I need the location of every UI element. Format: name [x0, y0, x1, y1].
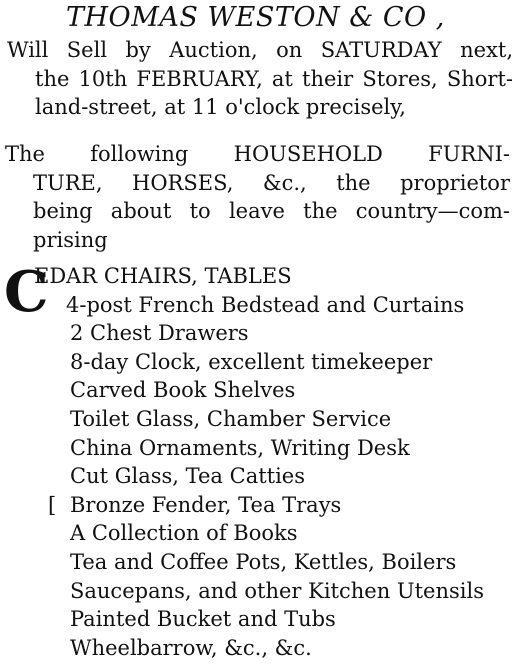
list-item: 2 Chest Drawers [70, 321, 249, 346]
description-line: prising [33, 227, 108, 252]
list-item-text: Bronze Fender, Tea Trays [70, 492, 342, 517]
list-item: 4-post French Bedstead and Curtains [66, 292, 465, 317]
intro-line: land-street, at 11 o'clock precisely, [35, 95, 406, 119]
description-line: TURE, HORSES, &c., the proprietor [33, 170, 510, 195]
advert-heading: THOMAS WESTON & CO , [66, 2, 445, 33]
bracket-mark: [ [48, 492, 57, 517]
auction-intro-paragraph [7, 36, 513, 122]
drop-cap: C [4, 259, 49, 325]
list-item: Painted Bucket and Tubs [70, 607, 336, 632]
list-item: Saucepans, and other Kitchen Utensils [70, 578, 484, 603]
list-item: China Ornaments, Writing Desk [70, 435, 410, 460]
furniture-description-paragraph [5, 140, 510, 254]
items-list [4, 259, 514, 662]
list-item: A Collection of Books [70, 521, 298, 546]
list-item: EDAR CHAIRS, TABLES [34, 264, 292, 288]
description-line: being about to leave the country—com- [33, 199, 510, 223]
list-item: Carved Book Shelves [70, 378, 296, 403]
list-item: Cut Glass, Tea Catties [70, 464, 306, 489]
intro-line: the 10th FEBRUARY, at their Stores, Short- [35, 66, 513, 91]
description-line: The following HOUSEHOLD FURNI- [5, 142, 510, 166]
list-item: Wheelbarrow, &c., &c. [70, 635, 312, 660]
list-item: Tea and Coffee Pots, Kettles, Boilers [70, 549, 457, 574]
intro-line: Will Sell by Auction, on SATURDAY next, [7, 38, 513, 62]
list-item: Toilet Glass, Chamber Service [70, 406, 392, 431]
list-item: 8-day Clock, excellent timekeeper [70, 349, 433, 374]
list-item [4, 491, 514, 520]
